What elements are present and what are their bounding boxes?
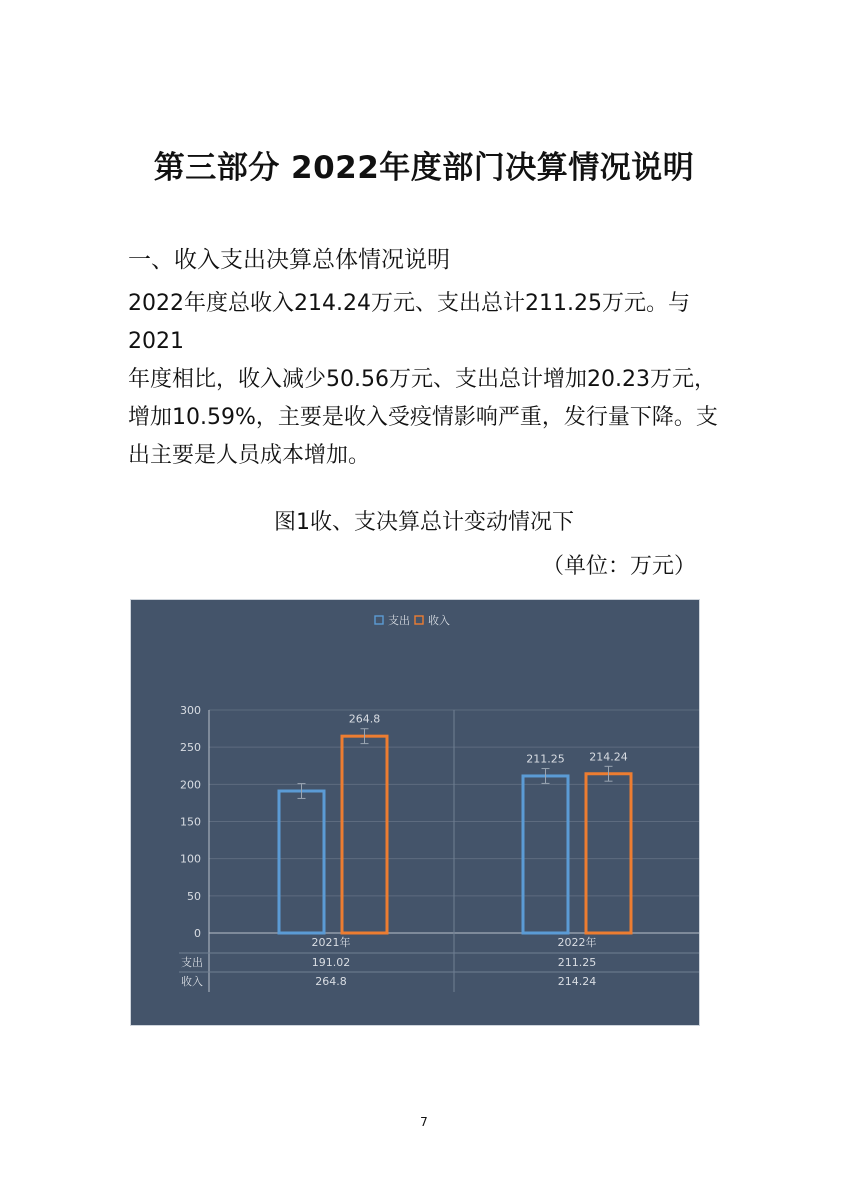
data-label-0-1: 211.25 xyxy=(526,752,565,766)
legend-swatch-0 xyxy=(375,616,383,624)
bar-1-1 xyxy=(586,774,631,933)
document-title: 第三部分 2022年度部门决算情况说明 xyxy=(153,150,695,186)
section-heading: 一、收入支出决算总体情况说明 xyxy=(128,247,450,273)
legend-label-1: 收入 xyxy=(428,614,450,627)
y-tick-label-100: 100 xyxy=(180,852,201,866)
table-value-1-0: 264.8 xyxy=(315,975,347,988)
y-tick-label-250: 250 xyxy=(180,741,201,755)
table-series-label-0: 支出 xyxy=(181,956,203,969)
y-tick-label-0: 0 xyxy=(194,927,201,940)
legend-label-0: 支出 xyxy=(388,614,410,627)
bar-1-0 xyxy=(342,736,387,933)
y-tick-label-300: 300 xyxy=(180,704,201,717)
legend-swatch-1 xyxy=(415,616,423,624)
bar-0-0 xyxy=(279,791,324,933)
revenue-expense-chart xyxy=(130,599,700,1026)
bar-0-1 xyxy=(523,776,568,933)
unit-label: （单位：万元） xyxy=(542,554,697,579)
x-tick-label-0: 2021年 xyxy=(311,936,351,949)
chart-canvas xyxy=(131,600,701,1027)
summary-paragraph: 2022年度总收入214.24万元、支出总计211.25万元。与2021 年度相比，收入减少50.56万元、支出总计增加20.23万元， 增加10.59%，主要是收入受疫情影响严重，发行量下降。支 出主要是人员成本增加。 xyxy=(128,291,718,468)
figure-caption: 图1收、支决算总计变动情况下 xyxy=(274,510,574,535)
table-value-0-0: 191.02 xyxy=(311,956,351,969)
table-value-0-1: 211.25 xyxy=(557,956,597,969)
table-series-label-1: 收入 xyxy=(181,975,203,988)
y-tick-label-200: 200 xyxy=(180,778,201,792)
x-tick-label-1: 2022年 xyxy=(557,936,597,949)
y-tick-label-150: 150 xyxy=(180,815,201,829)
data-label-1-0: 264.8 xyxy=(348,712,381,726)
y-tick-label-50: 50 xyxy=(187,889,201,903)
table-value-1-1: 214.24 xyxy=(557,975,597,988)
page-number: 7 xyxy=(420,1115,428,1129)
data-label-1-1: 214.24 xyxy=(589,750,628,764)
